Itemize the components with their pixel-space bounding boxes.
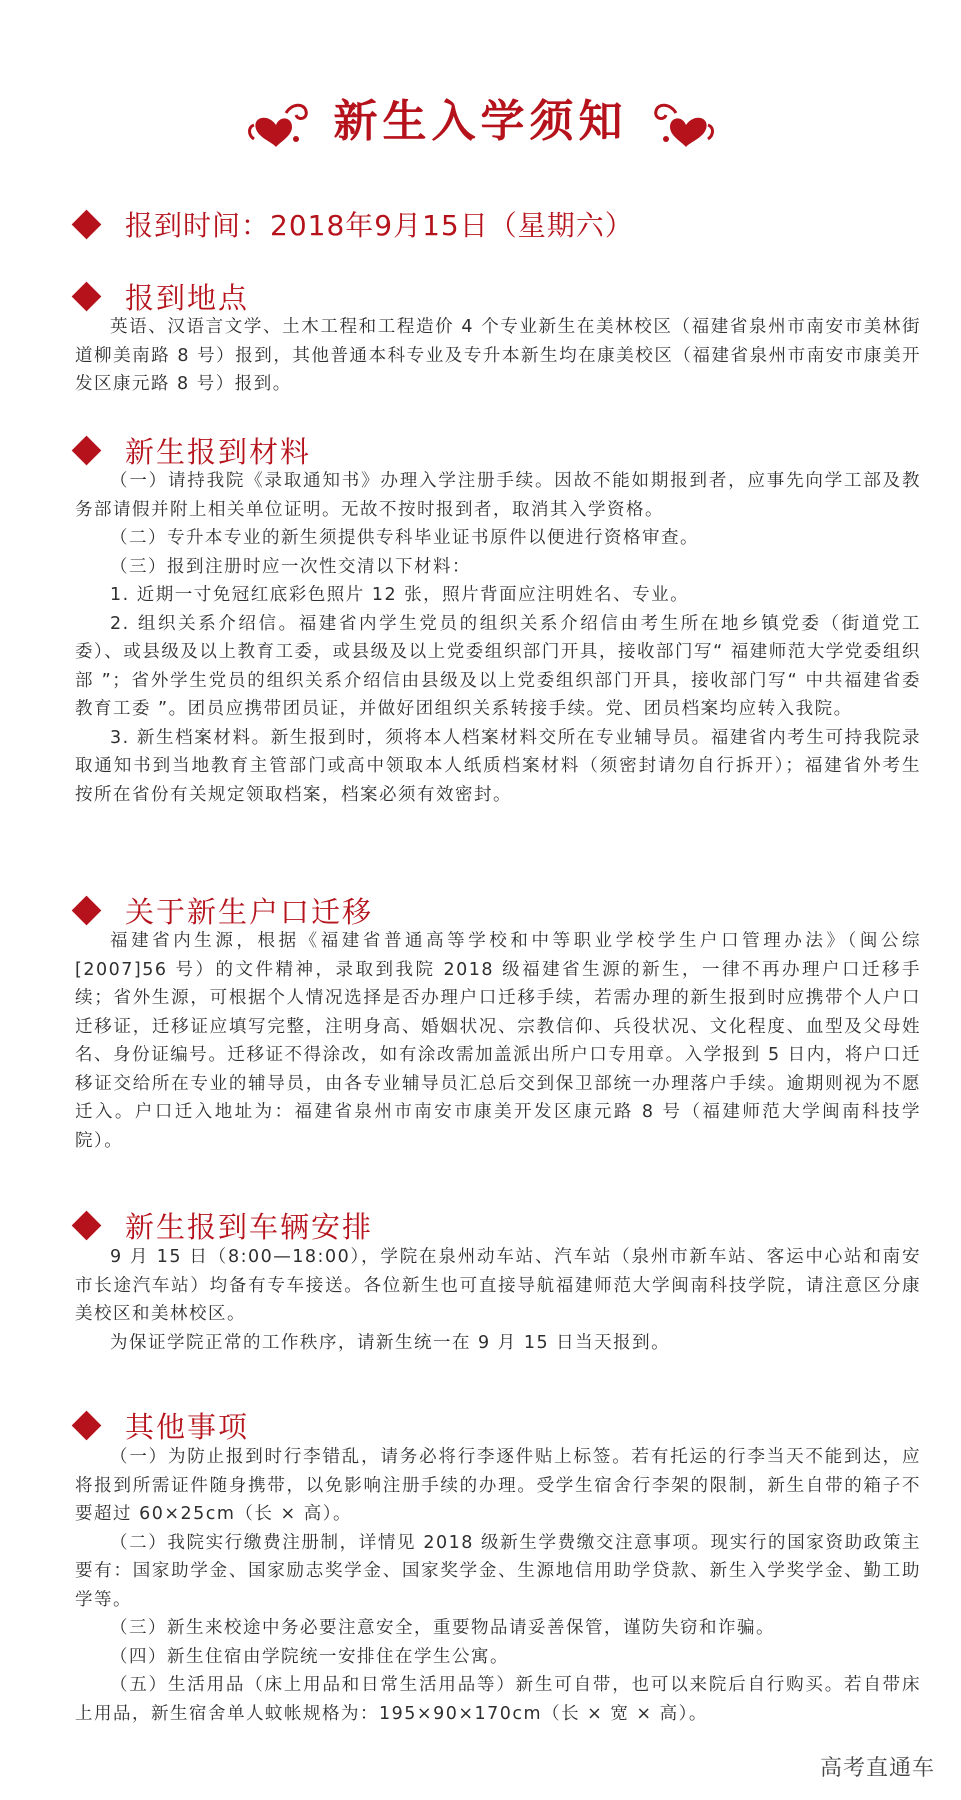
section-heading-other: [70, 1405, 249, 1446]
section-heading-place: [70, 276, 249, 317]
page-title: 新生入学须知: [333, 96, 628, 147]
heading-text: 新生报到材料: [125, 435, 312, 469]
section-body-vehicles: [75, 1243, 921, 1357]
heart-flourish-icon: [650, 95, 716, 149]
section-body-household: [75, 927, 921, 1155]
diamond-icon: [72, 209, 102, 239]
watermark: 高考直通车: [819, 1756, 935, 1781]
paragraph: （二）专升本专业的新生须提供专科毕业证书原件以便进行资格审查。: [110, 528, 699, 548]
section-heading-materials: [70, 430, 311, 471]
section-heading-household: [70, 890, 373, 931]
paragraph: （三）新生来校途中务必要注意安全，重要物品请妥善保管，谨防失窃和诈骗。: [110, 1618, 775, 1638]
heading-text: 其他事项: [125, 1410, 250, 1444]
heading-text: 关于新生户口迁移: [125, 895, 374, 929]
paragraph: （四）新生住宿由学院统一安排住在学生公寓。: [110, 1646, 509, 1667]
heading-text: 新生报到车辆安排: [125, 1210, 374, 1244]
title-row: [0, 92, 961, 152]
diamond-icon: [72, 1411, 102, 1441]
paragraph: （一）为防止报到时行李错乱，请务必将行李逐件贴上标签。若有托运的行李当天不能到达，应将报到所需证件随身携带，以免影响注册手续的办理。受学生宿舍行李架的限制，新生自带的箱子不要超过 60×25cm（长 × 高）。: [75, 1447, 921, 1524]
paragraph: 1. 近期一寸免冠红底彩色照片 12 张，照片背面应注明姓名、专业。: [110, 585, 690, 605]
paragraph: 9 月 15 日（8:00—18:00），学院在泉州动车站、汽车站（泉州市新车站、客运中心站和南安市长途汽车站）均备有专车接送。各位新生也可直接导航福建师范大学闽南科技学院，请注意区分康美校区和美林校区。: [75, 1247, 921, 1324]
heart-flourish-icon: [246, 95, 312, 149]
section-heading-time: [70, 204, 634, 244]
diamond-icon: [72, 436, 102, 466]
diamond-icon: [72, 1211, 102, 1241]
section-body-other: [75, 1443, 921, 1728]
diamond-icon: [72, 282, 102, 312]
paragraph: 2. 组织关系介绍信。福建省内学生党员的组织关系介绍信由考生所在地乡镇党委（街道党工委）、或县级及以上教育工委，或县级及以上党委组织部门开具，接收部门写“ 福建师范大学党委组织部 ”；省外学生党员的组织关系介绍信由县级及以上党委组织部门开具，接收部门写“ 中共福建省委教育工委 ”。团员应携带团员证，并做好团组织关系转接手续。党、团员档案均应转入我院。: [75, 613, 921, 719]
paragraph: （五）生活用品（床上用品和日常生活用品等）新生可自带，也可以来院后自行购买。若自带床上用品，新生宿舍单人蚊帐规格为：195×90×170cm（长 × 宽 × 高）。: [75, 1675, 921, 1724]
section-body-place: [75, 313, 921, 399]
paragraph: （二）我院实行缴费注册制，详情见 2018 级新生学费缴交注意事项。现实行的国家资助政策主要有：国家助学金、国家励志奖学金、国家奖学金、生源地信用助学贷款、新生入学奖学金、勤工助学等。: [75, 1532, 921, 1610]
paragraph: （三）报到注册时应一次性交清以下材料：: [110, 556, 471, 577]
section-heading-vehicles: [70, 1205, 373, 1246]
diamond-icon: [72, 896, 102, 926]
section-body-materials: [75, 467, 921, 809]
heading-text: 报到时间：2018年9月15日（星期六）: [125, 209, 634, 242]
paragraph: （一）请持我院《录取通知书》办理入学注册手续。因故不能如期报到者，应事先向学工部及教务部请假并附上相关单位证明。无故不按时报到者，取消其入学资格。: [75, 471, 921, 520]
heading-text: 报到地点: [125, 281, 250, 315]
paragraph: 福建省内生源，根据《福建省普通高等学校和中等职业学校学生户口管理办法》（闽公综[2007]56 号）的文件精神，录取到我院 2018 级福建省生源的新生，一律不再办理户口迁移手续；省外生源，可根据个人情况选择是否办理户口迁移手续，若需办理的新生报到时应携带个人户口迁移证，迁移证应填写完整，注明身高、婚姻状况、宗教信仰、兵役状况、文化程度、血型及父母姓名、身份证编号。迁移证不得涂改，如有涂改需加盖派出所户口专用章。入学报到 5 日内，将户口迁移证交给所在专业的辅导员，由各专业辅导员汇总后交到保卫部统一办理落户手续。逾期则视为不愿迁入。户口迁入地址为：福建省泉州市南安市康美开发区康元路 8 号（福建师范大学闽南科技学院）。: [75, 931, 921, 1151]
paragraph: 为保证学院正常的工作秩序，请新生统一在 9 月 15 日当天报到。: [110, 1332, 671, 1353]
paragraph: 英语、汉语言文学、土木工程和工程造价 4 个专业新生在美林校区（福建省泉州市南安市美林街道柳美南路 8 号）报到，其他普通本科专业及专升本新生均在康美校区（福建省泉州市南安市康美开发区康元路 8 号）报到。: [75, 317, 921, 394]
paragraph: 3. 新生档案材料。新生报到时，须将本人档案材料交所在专业辅导员。福建省内考生可持我院录取通知书到当地教育主管部门或高中领取本人纸质档案材料（须密封请勿自行拆开）；福建省外考生按所在省份有关规定领取档案，档案必须有效密封。: [75, 727, 921, 805]
